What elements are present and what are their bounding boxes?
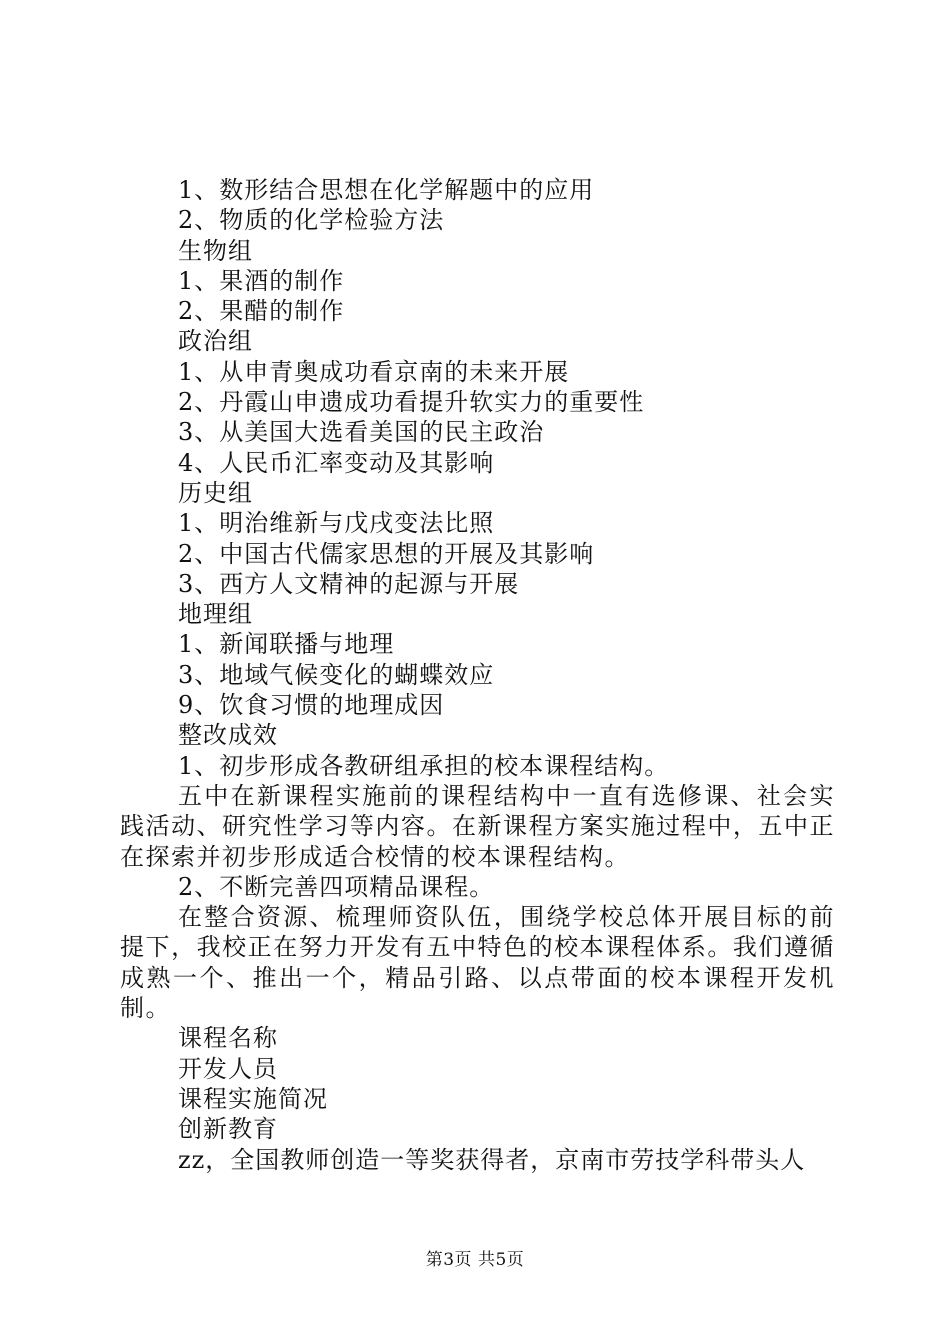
section-heading-results: 整改成效 xyxy=(178,721,278,750)
table-cell: zz，全国教师创造一等奖获得者，京南市劳技学科带头人 xyxy=(178,1145,806,1174)
table-cell: 创新教育 xyxy=(178,1115,278,1144)
section-heading-biology: 生物组 xyxy=(178,236,253,265)
body-paragraph: 五中在新课程实施前的课程结构中一直有选修课、社会实践活动、研究性学习等内容。在新课程方案实施过程中，五中正在探索并初步形成适合校情的校本课程结构。 xyxy=(120,781,835,871)
list-item: 3、西方人文精神的起源与开展 xyxy=(178,569,520,598)
list-item: 1、明治维新与戊戌变法比照 xyxy=(178,509,495,538)
list-item: 2、丹霞山申遗成功看提升软实力的重要性 xyxy=(178,388,645,417)
list-item: 4、人民币汇率变动及其影响 xyxy=(178,448,495,477)
list-item: 2、中国古代儒家思想的开展及其影响 xyxy=(178,539,595,568)
table-cell: 开发人员 xyxy=(178,1054,278,1083)
table-cell: 课程名称 xyxy=(178,1024,278,1053)
section-heading-geography: 地理组 xyxy=(178,600,253,629)
list-item: 1、新闻联播与地理 xyxy=(178,630,395,659)
section-heading-politics: 政治组 xyxy=(178,327,253,356)
list-item: 1、果酒的制作 xyxy=(178,266,345,295)
table-cell: 课程实施简况 xyxy=(178,1084,328,1113)
list-item: 1、从申青奥成功看京南的未来开展 xyxy=(178,357,570,386)
section-heading-history: 历史组 xyxy=(178,478,253,507)
document-body xyxy=(120,175,835,1175)
list-item: 9、饮食习惯的地理成因 xyxy=(178,691,445,720)
list-item: 1、数形结合思想在化学解题中的应用 xyxy=(178,176,595,204)
list-item: 3、地域气候变化的蝴蝶效应 xyxy=(178,660,495,689)
list-item: 3、从美国大选看美国的民主政治 xyxy=(178,418,545,447)
page-number-footer: 第3页 共5页 xyxy=(425,1250,525,1270)
body-paragraph: 在整合资源、梳理师资队伍，围绕学校总体开展目标的前提下，我校正在努力开发有五中特色的校本课程体系。我们遵循成熟一个、推出一个，精品引路、以点带面的校本课程开发机制。 xyxy=(120,903,835,1023)
list-item: 2、物质的化学检验方法 xyxy=(178,206,445,235)
list-item: 2、果醋的制作 xyxy=(178,297,345,326)
list-item: 1、初步形成各教研组承担的校本课程结构。 xyxy=(178,751,670,780)
list-item: 2、不断完善四项精品课程。 xyxy=(178,872,495,901)
